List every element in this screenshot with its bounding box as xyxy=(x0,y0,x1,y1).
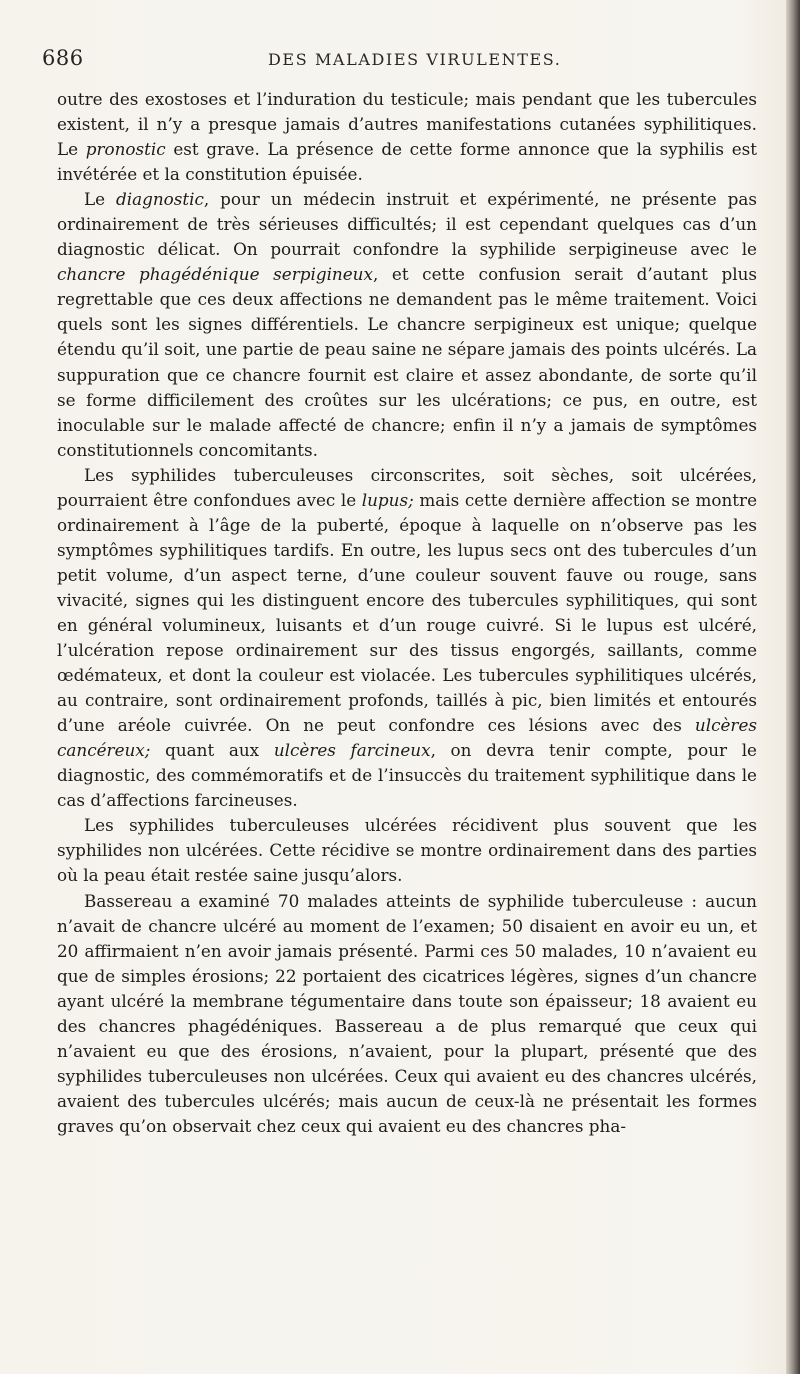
italic-term-ulceres-farcineux: ulcères farcineux xyxy=(273,740,431,761)
paragraph-text: Les syphilides tuberculeuses ulcérées récidivent plus souvent que les syphilides non ulcérées. Cette récidive se montre ordinairement dans des parties où la peau était restée saine jusqu’alors. xyxy=(57,815,757,886)
italic-term-pronostic: pronostic xyxy=(85,139,166,160)
italic-term-ulceres-cancereux: ulcères cancéreux; xyxy=(57,715,757,761)
running-head: DES MALADIES VIRULENTES. xyxy=(268,50,562,69)
book-text-body xyxy=(57,87,757,1357)
paragraph-text: , on devra tenir compte, pour le diagnostic, des commémoratifs et de l’insuccès du traitement syphilitique dans le cas d’affections farcineuses. xyxy=(57,740,757,811)
italic-term-lupus: lupus; xyxy=(361,489,414,510)
paragraph-bassereau xyxy=(57,889,757,1139)
page-header xyxy=(42,46,762,82)
paragraph-text: est grave. La présence de cette forme annonce que la syphilis est invétérée et la constitution épuisée. xyxy=(57,139,757,185)
paragraph-exostoses xyxy=(57,87,757,187)
paragraph-text: Le xyxy=(84,189,116,210)
paragraph-text: quant aux xyxy=(150,740,274,761)
paragraph-text: , pour un médecin instruit et expérimenté, ne présente pas ordinairement de très sérieuses difficultés; il est cependant quelques cas d’un diagnostic délicat. On pourrait confondre la syphilide serpigineuse avec le xyxy=(57,189,757,260)
italic-term-diagnostic: diagnostic xyxy=(116,189,204,210)
paragraph-syphilides-tuberculeuses xyxy=(57,463,757,814)
italic-term-chancre-phagedenique: chancre phagédénique serpigineux xyxy=(57,264,373,285)
paragraph-text: , et cette confusion serait d’autant plus regrettable que ces deux affections ne demandent pas le même traitement. Voici quels sont les signes différentiels. Le chancre serpigineux est unique; quelque étendu qu’il soit, une partie de peau saine ne sépare jamais des points ulcérés. La suppuration que ce chancre fournit est claire et assez abondante, de sorte qu’il se forme difficilement des croûtes sur les ulcérations; ce pus, en outre, est inoculable sur le malade affecté de chancre; enfin il n’y a jamais de symptômes constitutionnels concomitants. xyxy=(57,264,757,460)
paragraph-recidive xyxy=(57,813,757,888)
paragraph-text: Les syphilides tuberculeuses circonscrites, soit sèches, soit ulcérées, pourraient être confondues avec le xyxy=(57,464,757,510)
paragraph-diagnostic xyxy=(57,187,757,463)
paragraph-text: Bassereau a examiné 70 malades atteints de syphilide tuberculeuse : aucun n’avait de chancre ulcéré au moment de l’examen; 50 disaient en avoir eu un, et 20 affirmaient n’en avoir jamais présenté. Parmi ces 50 malades, 10 n’avaient eu que de simples érosions; 22 portaient des cicatrices légères, signes d’un chancre ayant ulcéré la membrane tégumentaire dans toute son épaisseur; 18 avaient eu des chancres phagédéniques. Bassereau a de plus remarqué que ceux qui n’avaient eu que des érosions, n’avaient, pour la plupart, présenté que des syphilides tuberculeuses non ulcérées. Ceux qui avaient eu des chancres ulcérés, avaient des tubercules ulcérés; mais aucun de ceux-là ne présentait les formes graves qu’on observait chez ceux qui avaient eu des chancres pha- xyxy=(57,890,757,1136)
page-binding-shadow xyxy=(786,0,800,1374)
page-number: 686 xyxy=(42,46,84,70)
paragraph-text: mais cette dernière affection se montre ordinairement à l’âge de la puberté, époque à laquelle on n’observe pas les symptômes syphilitiques tardifs. En outre, les lupus secs ont des tubercules d’un petit volume, d’un aspect terne, d’une couleur souvent fauve ou rouge, sans vivacité, signes qui les distinguent encore des tubercules syphilitiques, qui sont en général volumineux, luisants et d’un rouge cuivré. Si le lupus est ulcéré, l’ulcération repose ordinairement sur des tissus engorgés, saillants, comme œdémateux, et dont la couleur est violacée. Les tubercules syphilitiques ulcérés, au contraire, sont ordinairement profonds, taillés à pic, bien limités et entourés d’une aréole cuivrée. On ne peut confondre ces lésions avec des xyxy=(57,489,757,736)
paragraph-text: outre des exostoses et l’induration du testicule; mais pendant que les tubercules existent, il n’y a presque jamais d’autres manifestations cutanées syphilitiques. Le xyxy=(57,89,757,160)
